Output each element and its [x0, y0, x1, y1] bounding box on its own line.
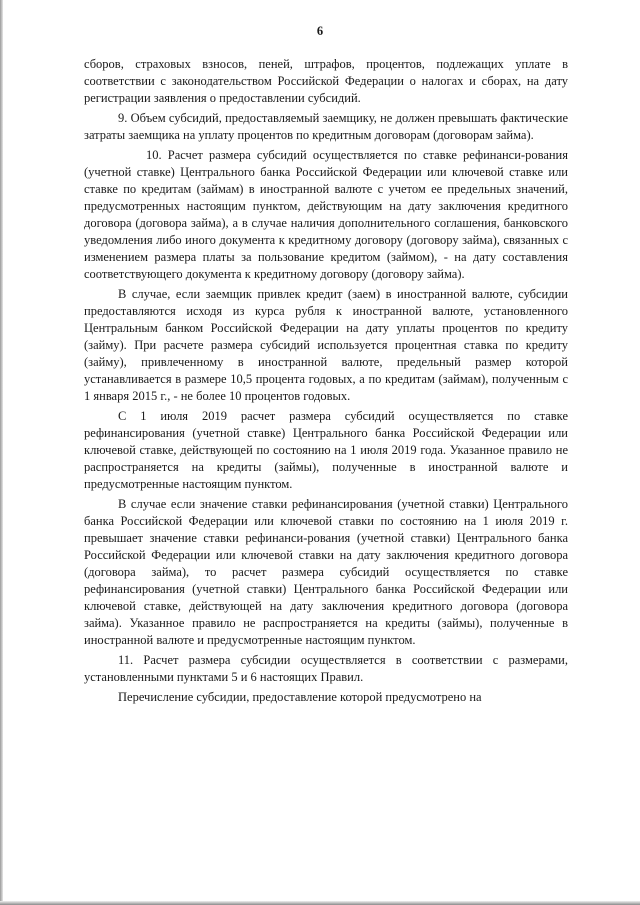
paragraph-item-9: 9. Объем субсидий, предоставляемый заемщику, не должен превышать фактические затраты заемщика на уплату процентов по кредитным договорам (договорам займа). [84, 111, 568, 142]
paragraph-transfer: Перечисление субсидии, предоставление которой предусмотрено на [118, 690, 482, 704]
paragraph-rate-exceeds: В случае если значение ставки рефинансирования (учетной ставки) Центрального банка Российской Федерации или ключевой ставки по состоянию на 1 июля 2019 г. превышает значение ставки рефинанси-рования (учетной ставки) Центрального банка Российской Федерации или ключевой ставки на дату заключения кредитного договора (договора займа), то расчет размера субсидий осуществляется по ставке рефинансирования (учетной ставки) Центрального банка Российской Федерации или ключевой ставке, действующей на дату заключения кредитного договора (договора займа). Указанное правило не распространяется на кредиты (займы), полученные в иностранной валюте и предусмотренные настоящим пунктом. [84, 497, 568, 647]
document-body [84, 56, 568, 706]
page-number: 6 [316, 24, 324, 38]
scan-bottom-edge [0, 901, 640, 905]
paragraph-item-11: 11. Расчет размера субсидии осуществляется в соответствии с размерами, установленными пунктами 5 и 6 настоящих Правил. [84, 653, 568, 684]
paragraph-continuation: сборов, страховых взносов, пеней, штрафов, процентов, подлежащих уплате в соответствии с законодательством Российской Федерации о налогах и сборах, на дату регистрации заявления о предоставлении субсидий. [84, 57, 568, 105]
paragraph-item-10: 10. Расчет размера субсидий осуществляется по ставке рефинанси-рования (учетной ставке) Центрального банка Российской Федерации или ключевой ставке или ставке по кредитам (займам) в иностранной валюте с учетом ее предельных значений, предусмотренных настоящим пунктом, действующим на дату заключения кредитного договора (договора займа), а в случае наличия дополнительного соглашения, банковского уведомления либо иного документа к кредитному договору (договору займа), связанных с изменением размера платы за пользование кредитом (займом), - на дату составления соответствующего документа к кредитному договору (договору займа). [84, 148, 568, 281]
scan-left-edge [0, 0, 3, 905]
paragraph-july-2019: С 1 июля 2019 расчет размера субсидий осуществляется по ставке рефинансирования (учетной ставке) Центрального банка Российской Федерации или ключевой ставке, действующей по состоянию на 1 июля 2019 года. Указанное правило не распространяется на кредиты (займы), полученные в иностранной валюте и предусмотренные настоящим пунктом. [84, 409, 568, 491]
paragraph-foreign-currency: В случае, если заемщик привлек кредит (заем) в иностранной валюте, субсидии предоставляются исходя из курса рубля к иностранной валюте, установленного Центральным банком Российской Федерации на дату уплаты процентов по кредиту (займу). При расчете размера субсидий используется процентная ставка по кредиту (займу), привлеченному в иностранной валюте, предельный размер которой устанавливается в размере 10,5 процента годовых, а по кредитам (займам), полученным с 1 января 2015 г., - не более 10 процентов годовых. [84, 287, 568, 403]
